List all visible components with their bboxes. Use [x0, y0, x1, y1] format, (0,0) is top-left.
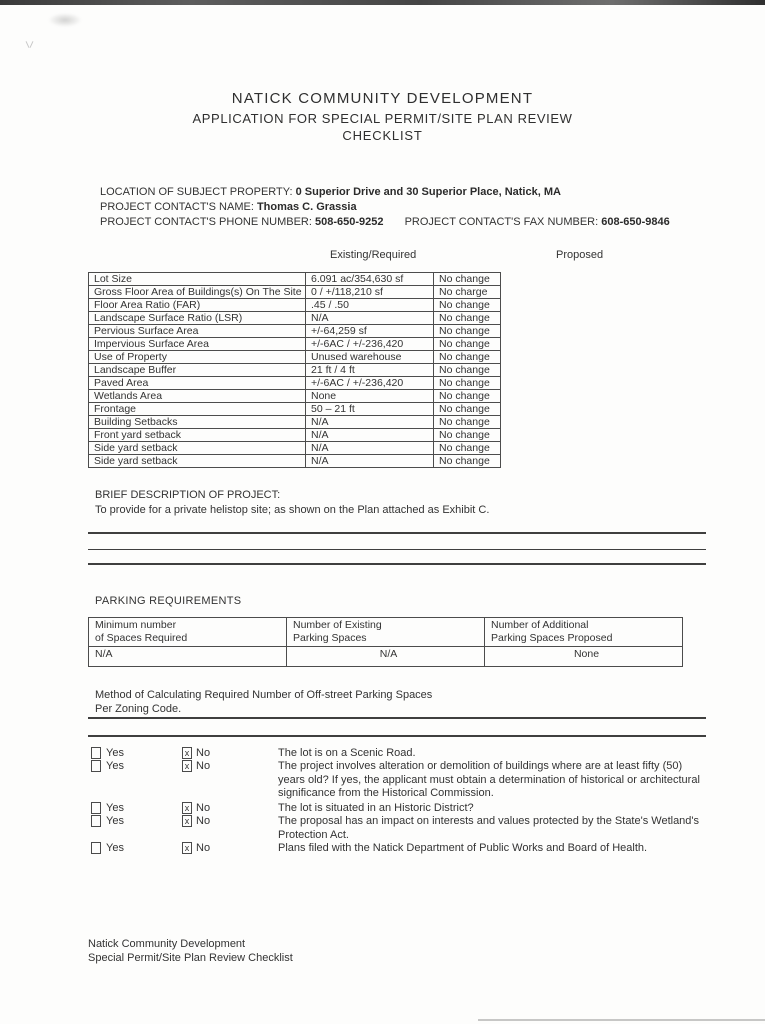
header-line: Number of Additional: [491, 619, 589, 631]
table-row: [89, 351, 501, 364]
yes-checkbox: [91, 842, 101, 854]
row-label: Frontage: [89, 403, 306, 416]
parking-value: None: [485, 647, 683, 667]
row-existing: None: [306, 390, 434, 403]
table-row: [89, 442, 501, 455]
footer-line2: Special Permit/Site Plan Review Checklist: [88, 952, 293, 964]
scan-bottom-artifact: [478, 1019, 765, 1021]
row-label: Landscape Surface Ratio (LSR): [89, 312, 306, 325]
row-proposed: No change: [434, 273, 501, 286]
header-line: Parking Spaces: [293, 632, 367, 644]
location-label: LOCATION OF SUBJECT PROPERTY:: [100, 186, 293, 198]
table-row: [89, 455, 501, 468]
row-proposed: No change: [434, 390, 501, 403]
contact-name-value: Thomas C. Grassia: [256, 201, 357, 213]
table-row: [89, 377, 501, 390]
row-existing: 50 – 21 ft: [306, 403, 434, 416]
table-row: [89, 273, 501, 286]
parking-col-header: [485, 618, 683, 647]
row-proposed: No change: [434, 325, 501, 338]
row-existing: N/A: [306, 429, 434, 442]
footer-line1: Natick Community Development: [88, 938, 246, 950]
column-header-proposed: Proposed: [556, 249, 604, 261]
row-existing: 21 ft / 4 ft: [306, 364, 434, 377]
row-existing: .45 / .50: [306, 299, 434, 312]
yes-label: Yes: [106, 760, 124, 772]
row-label: Lot Size: [89, 273, 306, 286]
table-row: [89, 403, 501, 416]
parking-table: [88, 617, 683, 667]
no-checkbox-checked: x: [182, 760, 192, 772]
row-existing: +/-6AC / +/-236,420: [306, 377, 434, 390]
row-proposed: No change: [434, 416, 501, 429]
header-line: Parking Spaces Proposed: [491, 632, 613, 644]
row-label: Landscape Buffer: [89, 364, 306, 377]
row-label: Pervious Surface Area: [89, 325, 306, 338]
document-title: NATICK COMMUNITY DEVELOPMENT: [231, 90, 534, 107]
dimension-table: [88, 272, 501, 468]
row-proposed: No change: [434, 377, 501, 390]
method-text-line1: Method of Calculating Required Number of Off-street Parking Spaces: [95, 689, 433, 701]
yes-checkbox: [91, 815, 101, 827]
phone-value: 508-650-9252: [315, 216, 384, 228]
contact-name-line: [100, 201, 357, 213]
row-label: Front yard setback: [89, 429, 306, 442]
row-existing: N/A: [306, 312, 434, 325]
row-label: Side yard setback: [89, 442, 306, 455]
row-existing: N/A: [306, 455, 434, 468]
fax-label: PROJECT CONTACT'S FAX NUMBER:: [404, 216, 599, 228]
row-existing: +/-6AC / +/-236,420: [306, 338, 434, 351]
no-label: No: [196, 760, 211, 772]
no-label: No: [196, 815, 211, 827]
location-value: 0 Superior Drive and 30 Superior Place, Natick, MA: [295, 186, 561, 198]
parking-col-header: [287, 618, 485, 647]
row-existing: N/A: [306, 416, 434, 429]
parking-value: N/A: [287, 647, 485, 667]
row-proposed: No change: [434, 312, 501, 325]
row-existing: +/-64,259 sf: [306, 325, 434, 338]
header-line: of Spaces Required: [95, 632, 188, 644]
parking-values-row: [89, 647, 683, 667]
row-proposed: No change: [434, 364, 501, 377]
row-proposed: No change: [434, 429, 501, 442]
row-label: Floor Area Ratio (FAR): [89, 299, 306, 312]
row-label: Building Setbacks: [89, 416, 306, 429]
parking-col-header: [89, 618, 287, 647]
ruled-line: [88, 563, 706, 565]
parking-value: N/A: [89, 647, 287, 667]
row-existing: 0 / +/118,210 sf: [306, 286, 434, 299]
row-proposed: No change: [434, 351, 501, 364]
location-line: [100, 186, 561, 198]
no-checkbox-checked: x: [182, 815, 192, 827]
checklist-question: The lot is on a Scenic Road.: [278, 747, 416, 759]
table-row: [89, 416, 501, 429]
contact-name-label: PROJECT CONTACT'S NAME:: [100, 201, 254, 213]
contact-phone-fax-line: [100, 216, 670, 228]
row-label: Gross Floor Area of Buildings(s) On The Site: [89, 286, 306, 299]
header-line: Number of Existing: [293, 619, 382, 631]
no-checkbox-checked: x: [182, 802, 192, 814]
fax-value: 608-650-9846: [601, 216, 670, 228]
description-text: To provide for a private helistop site; as shown on the Plan attached as Exhibit C.: [95, 504, 490, 516]
no-label: No: [196, 842, 211, 854]
row-existing: Unused warehouse: [306, 351, 434, 364]
row-proposed: No change: [434, 455, 501, 468]
yes-checkbox: [91, 802, 101, 814]
header-line: Minimum number: [95, 619, 177, 631]
ruled-line: [88, 735, 706, 737]
column-header-existing: Existing/Required: [330, 249, 417, 261]
table-row: [89, 390, 501, 403]
table-row: [89, 429, 501, 442]
yes-checkbox: [91, 747, 101, 759]
no-checkbox-checked: x: [182, 747, 192, 759]
table-row: [89, 338, 501, 351]
no-label: No: [196, 747, 211, 759]
table-row: [89, 286, 501, 299]
checklist-question: The lot is situated in an Historic District?: [278, 802, 474, 814]
table-row: [89, 364, 501, 377]
row-existing: N/A: [306, 442, 434, 455]
row-proposed: No change: [434, 403, 501, 416]
row-proposed: No change: [434, 338, 501, 351]
row-proposed: No change: [434, 299, 501, 312]
row-label: Side yard setback: [89, 455, 306, 468]
scan-smudge-artifact: [48, 13, 82, 27]
document-subtitle-checklist: CHECKLIST: [342, 128, 423, 143]
ruled-line: [88, 549, 706, 550]
document-subtitle: APPLICATION FOR SPECIAL PERMIT/SITE PLAN REVIEW: [192, 111, 573, 126]
row-label: Use of Property: [89, 351, 306, 364]
ruled-line: [88, 717, 706, 719]
row-proposed: No charge: [434, 286, 501, 299]
row-proposed: No change: [434, 442, 501, 455]
phone-label: PROJECT CONTACT'S PHONE NUMBER:: [100, 216, 312, 228]
description-label: BRIEF DESCRIPTION OF PROJECT:: [95, 489, 281, 501]
table-row: [89, 325, 501, 338]
parking-header-row: [89, 618, 683, 647]
scan-mark-artifact: [26, 41, 34, 49]
yes-label: Yes: [106, 842, 124, 854]
row-label: Paved Area: [89, 377, 306, 390]
table-row: [89, 312, 501, 325]
no-checkbox-checked: x: [182, 842, 192, 854]
checklist-question: The project involves alteration or demolition of buildings where are at least fifty (50) years old? If yes, the applicant must obtain a determination of historical or architectural significance from the Historical Commission.: [278, 760, 700, 799]
yes-checkbox: [91, 760, 101, 772]
method-text-line2: Per Zoning Code.: [95, 703, 182, 715]
table-row: [89, 299, 501, 312]
yes-label: Yes: [106, 747, 124, 759]
checklist-question: The proposal has an impact on interests and values protected by the State's Wetland's Protection Act.: [278, 815, 700, 841]
no-label: No: [196, 802, 211, 814]
row-existing: 6.091 ac/354,630 sf: [306, 273, 434, 286]
row-label: Wetlands Area: [89, 390, 306, 403]
yes-label: Yes: [106, 802, 124, 814]
parking-section-title: PARKING REQUIREMENTS: [95, 595, 242, 607]
ruled-line: [88, 532, 706, 534]
scan-edge-artifact: [0, 0, 765, 5]
row-label: Impervious Surface Area: [89, 338, 306, 351]
checklist-question: Plans filed with the Natick Department of Public Works and Board of Health.: [278, 842, 648, 854]
yes-label: Yes: [106, 815, 124, 827]
